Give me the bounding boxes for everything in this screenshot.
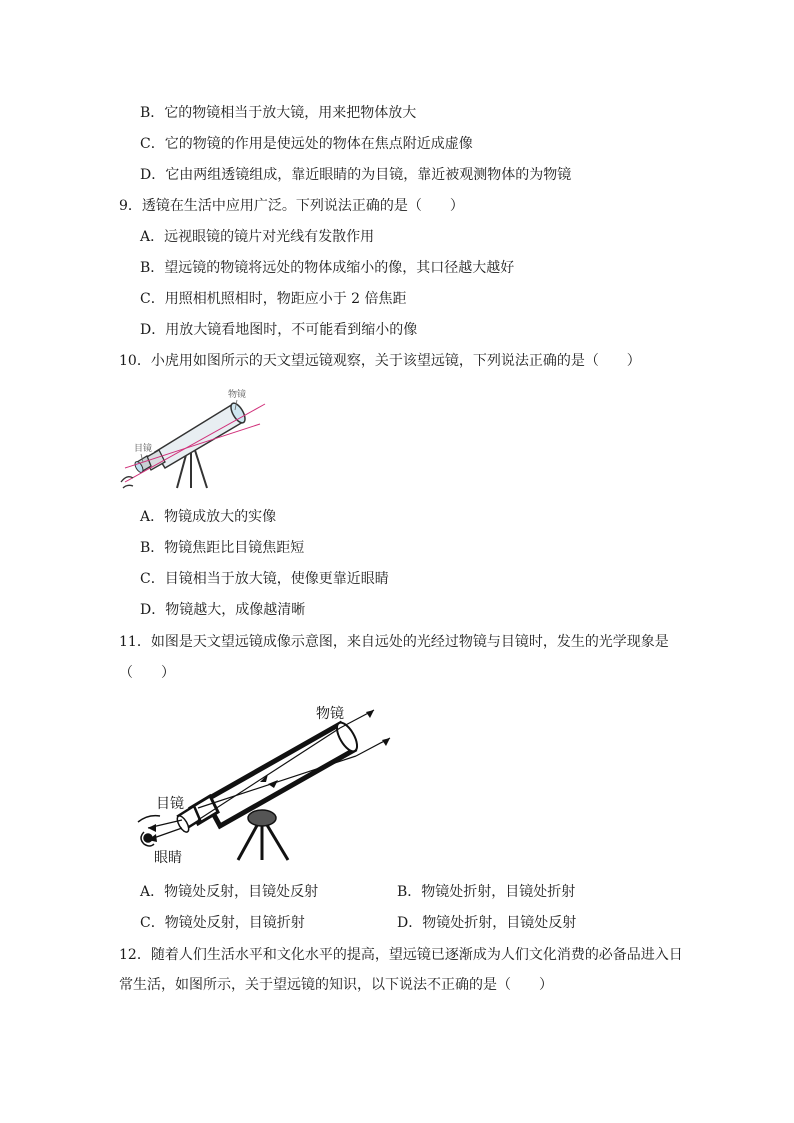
q10-option-a: A．物镜成放大的实像 <box>140 509 277 525</box>
q8-option-c: C．它的物镜的作用是使远处的物体在焦点附近成虚像 <box>140 136 473 152</box>
q12-stem-line1: 12．随着人们生活水平和文化水平的提高，望远镜已逐渐成为人们文化消费的必备品进入日 <box>119 947 683 963</box>
q12-stem-line2: 常生活，如图所示，关于望远镜的知识，以下说法不正确的是（ ） <box>119 977 553 993</box>
q8-option-d: D．它由两组透镜组成，靠近眼睛的为目镜，靠近被观测物体的为物镜 <box>140 167 572 183</box>
q10-option-d: D．物镜越大，成像越清晰 <box>140 602 306 618</box>
q10-stem: 10．小虎用如图所示的天文望远镜观察，关于该望远镜，下列说法正确的是（ ） <box>119 353 641 369</box>
q9-option-c: C．用照相机照相时，物距应小于 2 倍焦距 <box>140 291 407 307</box>
q10-option-b: B．物镜焦距比目镜焦距短 <box>140 540 305 556</box>
q11-telescope-diagram <box>128 700 398 870</box>
q11-label-eyepiece: 目镜 <box>156 796 184 812</box>
q11-option-c: C．物镜处反射，目镜折射 <box>140 915 305 931</box>
q10-option-c: C．目镜相当于放大镜，使像更靠近眼睛 <box>140 571 389 587</box>
q11-option-d: D．物镜处折射，目镜处反射 <box>397 915 577 931</box>
q9-stem: 9．透镜在生活中应用广泛。下列说法正确的是（ ） <box>119 198 464 214</box>
q9-option-a: A．远视眼镜的镜片对光线有发散作用 <box>140 229 375 245</box>
q11-label-objective: 物镜 <box>316 706 344 722</box>
q10-label-objective: 物镜 <box>228 390 247 400</box>
q10-telescope-figure <box>115 382 275 494</box>
q11-stem-line2: （ ） <box>119 665 175 681</box>
q10-label-eyepiece: 目镜 <box>134 444 153 454</box>
q11-option-b: B．物镜处折射，目镜处折射 <box>397 884 576 900</box>
q11-stem-line1: 11．如图是天文望远镜成像示意图，来自远处的光经过物镜与目镜时，发生的光学现象是 <box>119 634 669 650</box>
q11-option-a: A．物镜处反射，目镜处反射 <box>140 884 319 900</box>
q9-option-b: B．望远镜的物镜将远处的物体成缩小的像，其口径越大越好 <box>140 260 515 276</box>
q8-option-b: B．它的物镜相当于放大镜，用来把物体放大 <box>140 105 417 121</box>
q11-label-eye: 眼睛 <box>154 850 182 866</box>
q9-option-d: D．用放大镜看地图时，不可能看到缩小的像 <box>140 322 418 338</box>
